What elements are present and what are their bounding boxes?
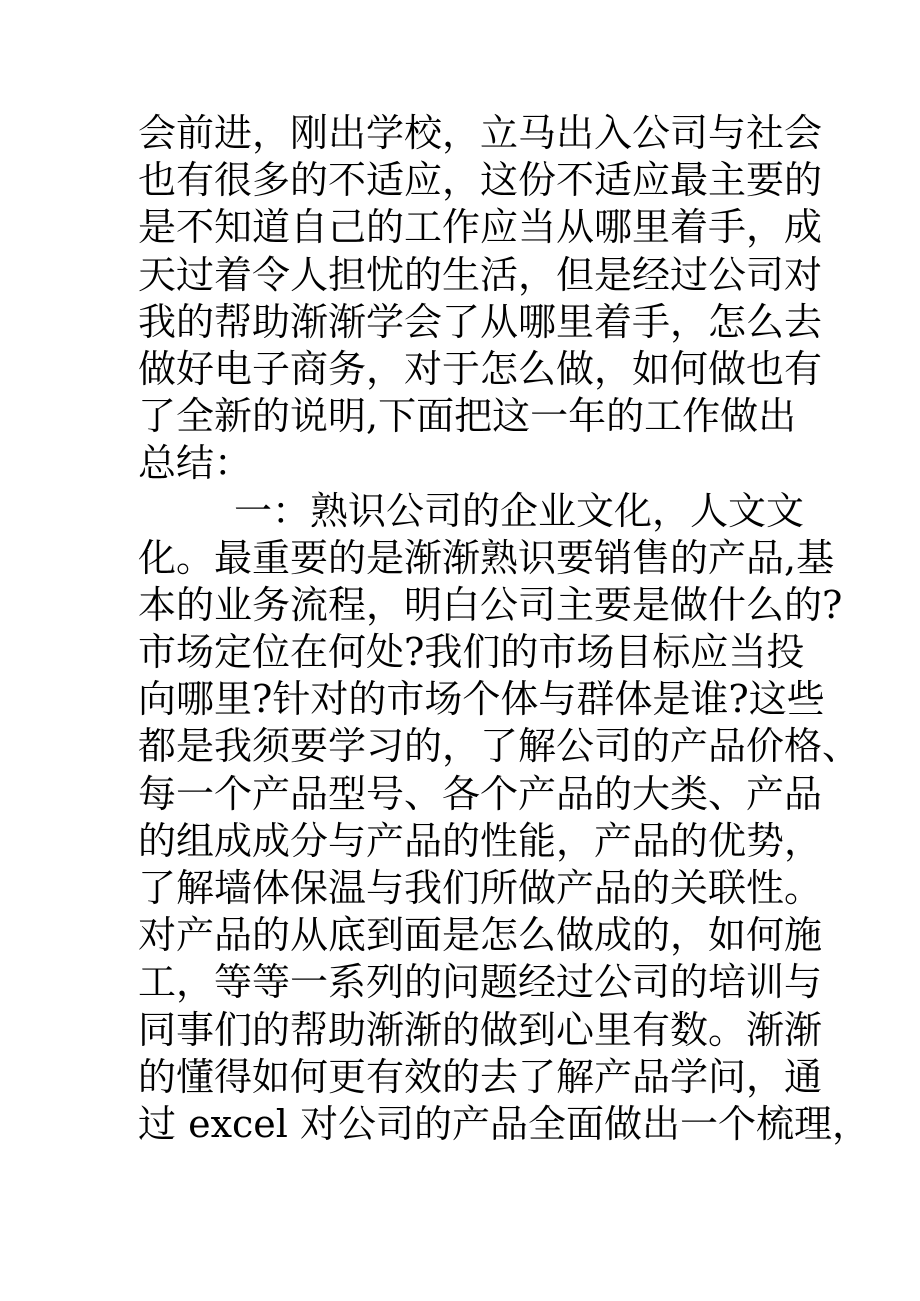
text-line: 向哪里?针对的市场个体与群体是谁?这些 — [138, 677, 825, 722]
text-line: 的组成成分与产品的性能，产品的优势， — [138, 818, 823, 863]
text-line: 过 excel 对公司的产品全面做出一个梳理， — [138, 1101, 871, 1146]
text-line: 也有很多的不适应，这份不适应最主要的 — [138, 158, 823, 203]
text-line: 化。最重要的是渐渐熟识要销售的产品,基 — [138, 535, 835, 580]
section-heading-line: 一：熟识公司的企业文化，人文文 — [234, 488, 805, 533]
text-line: 会前进，刚出学校，立马出入公司与社会 — [138, 111, 823, 155]
text-line: 本的业务流程，明白公司主要是做什么的? — [138, 582, 843, 627]
text-line: 了全新的说明,下面把这一年的工作做出 — [138, 394, 797, 439]
text-line: 同事们的帮助渐渐的做到心里有数。渐渐 — [138, 1007, 823, 1052]
text-line: 天过着令人担忧的生活，但是经过公司对 — [138, 252, 823, 297]
text-line: 市场定位在何处?我们的市场目标应当投 — [138, 630, 805, 675]
text-line: 都是我须要学习的，了解公司的产品价格、 — [138, 724, 861, 769]
body-text — [138, 110, 871, 1148]
text-line: 每一个产品型号、各个产品的大类、产品 — [138, 771, 823, 816]
text-line: 我的帮助渐渐学会了从哪里着手，怎么去 — [138, 299, 823, 344]
text-line: 了解墙体保温与我们所做产品的关联性。 — [138, 866, 823, 910]
text-line: 工，等等一系列的问题经过公司的培训与 — [138, 960, 823, 1005]
text-line: 的懂得如何更有效的去了解产品学问，通 — [138, 1054, 823, 1099]
text-line: 做好电子商务，对于怎么做，如何做也有 — [138, 346, 823, 391]
text-line: 是不知道自己的工作应当从哪里着手，成 — [138, 205, 823, 250]
text-line: 总结： — [138, 441, 253, 486]
text-line: 对产品的从底到面是怎么做成的，如何施 — [138, 913, 823, 958]
